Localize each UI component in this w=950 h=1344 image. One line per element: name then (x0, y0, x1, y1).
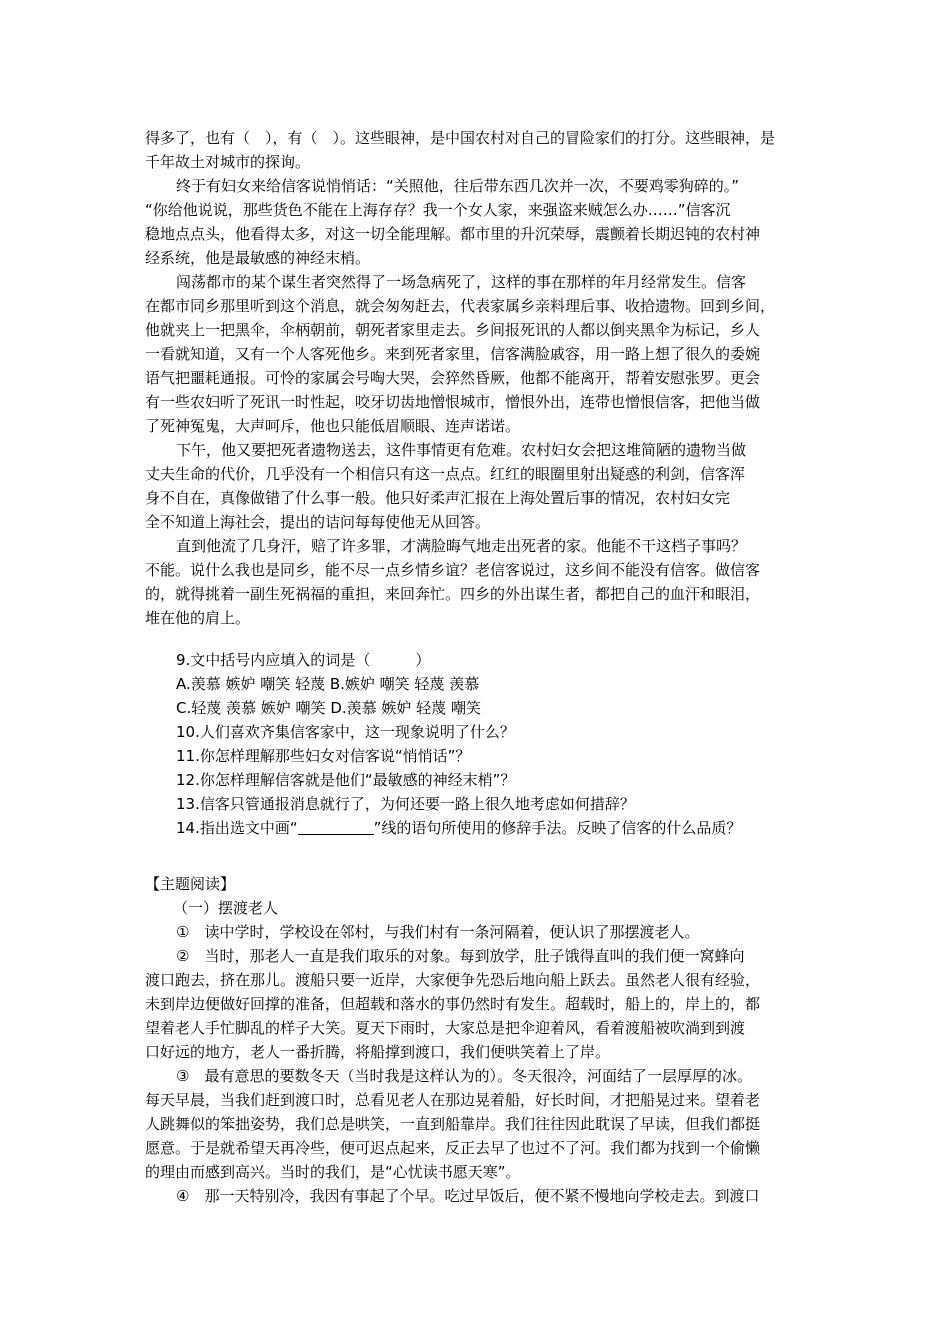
story-line: 每天早晨，当我们赶到渡口时，总看见老人在那边晃着船，好长时间，才把船晃过来。望着老 (145, 1091, 761, 1109)
article-line: 闯荡都市的某个谋生者突然得了一场急病死了，这样的事在那样的年月经常发生。信客 (176, 273, 747, 291)
story-line: 口好远的地方，老人一番折腾，将船撑到渡口，我们便哄笑着上了岸。 (145, 1043, 611, 1061)
article-line: 他就夹上一把黑伞，伞柄朝前，朝死者家里走去。乡间报死讯的人都以倒夹黑伞为标记，乡人 (145, 321, 761, 339)
story-title: （一）摆渡老人 (173, 899, 279, 917)
article-line: 千年故土对城市的探询。 (145, 153, 311, 171)
story-line: ④ 那一天特别冷，我因有事起了个早。吃过早饭后，便不紧不慢地向学校走去。到渡口 (176, 1187, 760, 1205)
article-passage (145, 126, 815, 630)
story-line: ② 当时，那老人一直是我们取乐的对象。每到放学，肚子饿得直叫的我们便一窝蜂向 (176, 947, 745, 965)
question-11: 11.你怎样理解那些妇女对信客说“悄悄话”？ (176, 747, 471, 765)
question-9-options-ab: A.羡慕 嫉妒 嘲笑 轻蔑 B.嫉妒 嘲笑 轻蔑 羡慕 (176, 675, 480, 693)
theme-reading-section (145, 872, 815, 1208)
article-line: 全不知道上海社会，提出的诘问每每使他无从回答。 (145, 513, 491, 531)
question-12: 12.你怎样理解信客就是他们“最敏感的神经末梢”？ (176, 771, 516, 789)
question-14-text-after: ”线的语句所使用的修辞手法。反映了信客的什么品质？ (373, 819, 742, 837)
article-line: “你给他说说，那些货色不能在上海存存？我一个女人家，来强盗来贼怎么办……”信客沉 (145, 201, 731, 219)
article-line: 有一些农妇听了死讯一时性起，咬牙切齿地憎恨城市，憎恨外出，连带也憎恨信客，把他当做 (145, 393, 761, 411)
article-line: 直到他流了几身汗，赔了许多罪，才满脸晦气地走出死者的家。他能不干这档子事吗？ (176, 537, 747, 555)
question-9: 9.文中括号内应填入的词是（ ） (176, 651, 431, 669)
story-line: 未到岸边便做好回撑的准备，但超载和落水的事仍然时有发生。超载时，船上的，岸上的，都 (145, 995, 761, 1013)
question-10: 10.人们喜欢齐集信客家中，这一现象说明了什么？ (176, 723, 515, 741)
section-title: 【主题阅读】 (145, 875, 236, 893)
question-9-options-cd: C.轻蔑 羡慕 嫉妒 嘲笑 D.羡慕 嫉妒 轻蔑 嘲笑 (176, 699, 481, 717)
article-line: 得多了，也有（ ），有（ ）。这些眼神，是中国农村对自己的冒险家们的打分。这些眼神，是 (145, 129, 776, 147)
article-line: 不能。说什么我也是同乡，能不尽一点乡情乡谊？老信客说过，这乡间不能没有信客。做信客 (145, 561, 761, 579)
story-line: 人跳舞似的笨拙姿势，我们总是哄笑，一直到船靠岸。我们往往因此耽误了早读，但我们都挺 (145, 1115, 761, 1133)
question-13: 13.信客只管通报消息就行了，为何还要一路上很久地考虑如何措辞？ (176, 795, 635, 813)
article-line: 一看就知道，又有一个人客死他乡。来到死者家里，信客满脸戚容，用一路上想了很久的委婉 (145, 345, 761, 363)
article-line: 下午，他又要把死者遗物送去，这件事情更有危难。农村妇女会把这堆简陋的遗物当做 (176, 441, 747, 459)
story-line: 望着老人手忙脚乱的样子大笑。夏天下雨时，大家总是把伞迎着风，看着渡船被吹淌到到渡 (145, 1019, 746, 1037)
story-line: ③ 最有意思的要数冬天（当时我是这样认为的）。冬天很冷，河面结了一层厚厚的冰。 (176, 1067, 752, 1085)
article-line: 堆在他的肩上。 (145, 609, 251, 627)
question-14 (145, 816, 815, 840)
story-line: ① 读中学时，学校设在邻村，与我们村有一条河隔着，便认识了那摆渡老人。 (176, 923, 700, 941)
question-14-text-before: 14.指出选文中画“ (176, 819, 298, 837)
article-line: 经系统，他是最敏感的神经末梢。 (145, 249, 371, 267)
story-line: 愿意。于是就希望天再冷些，便可迟点起来，反正去早了也过不了河。我们都为找到一个偷懒 (145, 1139, 761, 1157)
article-line: 了死神冤鬼，大声呵斥，他也只能低眉顺眼、连声诺诺。 (145, 417, 521, 435)
article-line: 稳地点点头，他看得太多，对这一切全能理解。都市里的升沉荣辱，震颤着长期迟钝的农村神 (145, 225, 761, 243)
article-line: 语气把噩耗通报。可怜的家属会号啕大哭，会猝然昏厥，他都不能离开，帮着安慰张罗。更会 (145, 369, 761, 387)
underline-blank (298, 818, 374, 835)
question-list (145, 648, 815, 840)
story-line: 的理由而感到高兴。当时的我们，是“心忧读书愿天寒”。 (145, 1163, 521, 1181)
article-line: 在都市同乡那里听到这个消息，就会匆匆赶去，代表家属乡亲料理后事、收拾遗物。回到乡间， (145, 297, 776, 315)
story-line: 渡口跑去，挤在那儿。渡船只要一近岸，大家便争先恐后地向船上跃去。虽然老人很有经验， (145, 971, 761, 989)
article-line: 终于有妇女来给信客说悄悄话：“关照他，往后带东西几次并一次，不要鸡零狗碎的。” (176, 177, 740, 195)
article-line: 的，就得挑着一副生死祸福的重担，来回奔忙。四乡的外出谋生者，都把自己的血汗和眼泪， (145, 585, 761, 603)
article-line: 丈夫生命的代价，几乎没有一个相信只有这一点点。红红的眼圈里射出疑惑的利剑，信客浑 (145, 465, 746, 483)
article-line: 身不自在，真像做错了什么事一般。他只好柔声汇报在上海处置后事的情况，农村妇女完 (145, 489, 731, 507)
